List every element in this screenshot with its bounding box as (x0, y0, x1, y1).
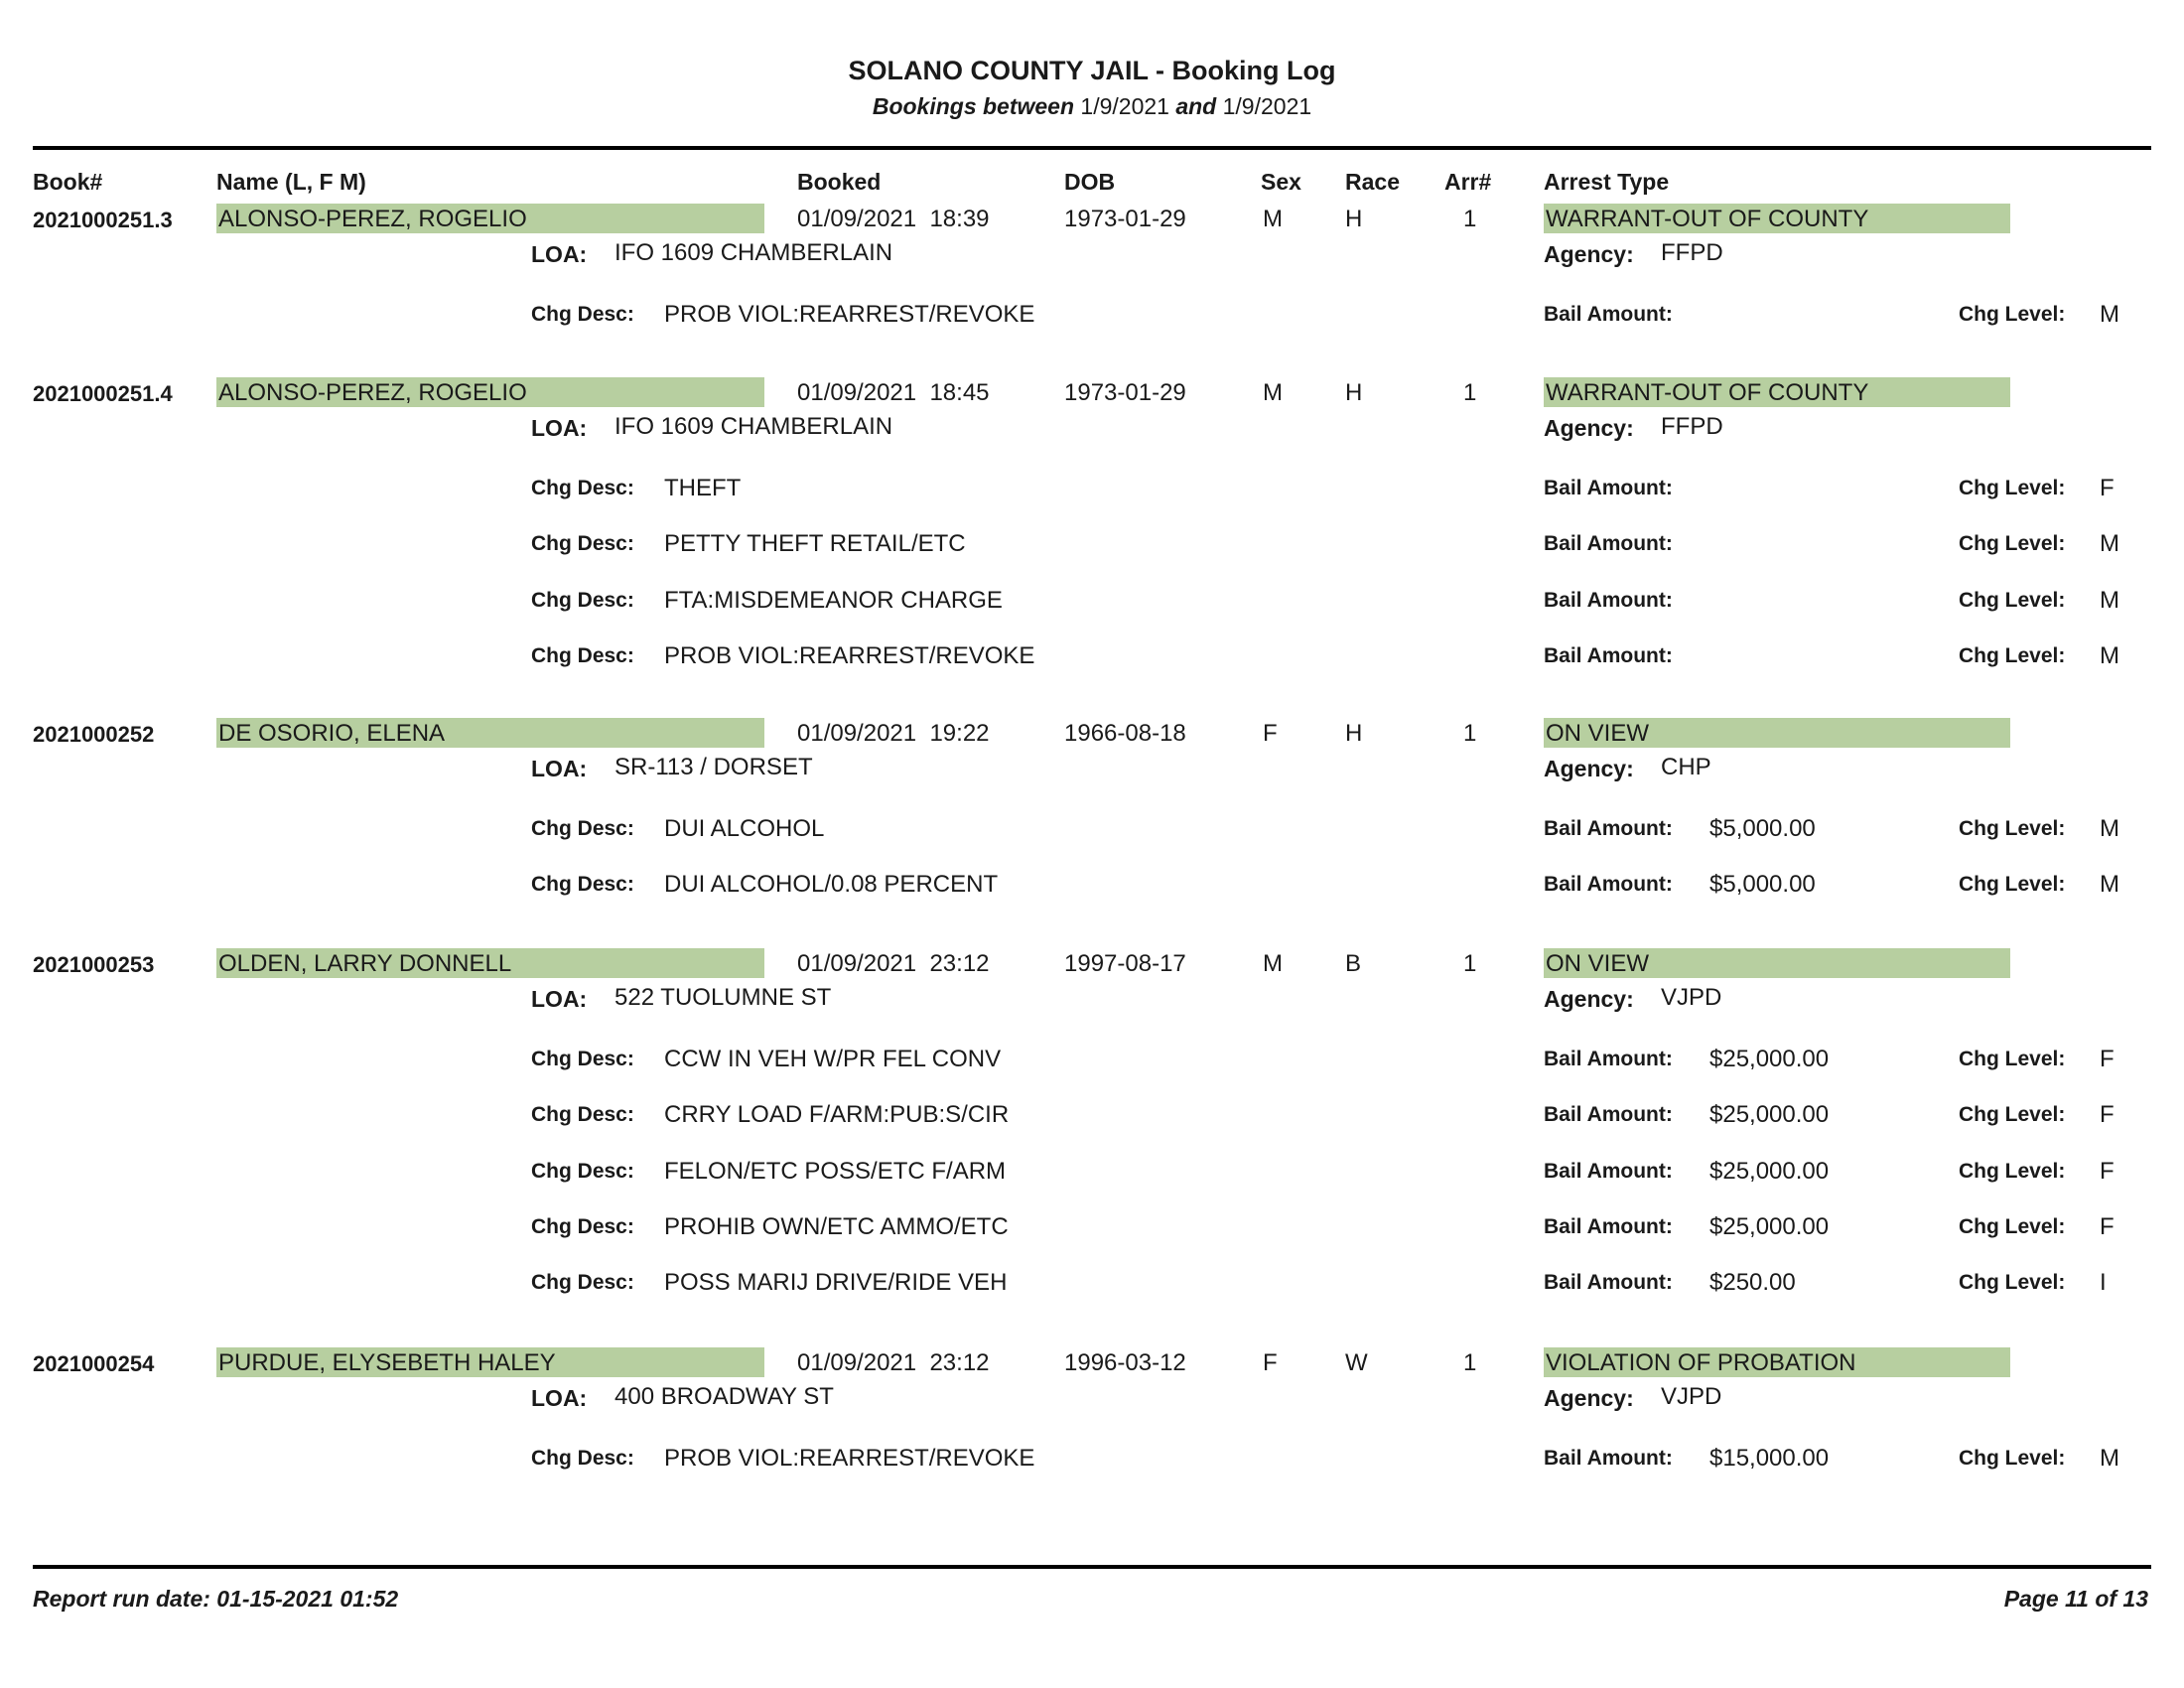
charge-level: F (2100, 1101, 2115, 1128)
bail-amount-label: Bail Amount: (1544, 1160, 1673, 1183)
chg-level-label: Chg Level: (1959, 1048, 2066, 1070)
booking-record (0, 377, 2184, 669)
charge-level: M (2100, 530, 2119, 557)
chg-desc-label: Chg Desc: (531, 1215, 634, 1238)
chg-level-label: Chg Level: (1959, 589, 2066, 612)
bail-amount-label: Bail Amount: (1544, 532, 1673, 555)
loa-value: IFO 1609 CHAMBERLAIN (614, 239, 893, 266)
booked-datetime: 01/09/2021 23:12 (797, 1349, 990, 1376)
charge-description: PROHIB OWN/ETC AMMO/ETC (664, 1213, 1009, 1240)
column-header-name: Name (L, F M) (216, 169, 366, 195)
arrest-number: 1 (1463, 720, 1477, 747)
charge-level: M (2100, 871, 2119, 898)
chg-level-label: Chg Level: (1959, 477, 2066, 499)
race: W (1345, 1349, 1368, 1376)
bail-amount-label: Bail Amount: (1544, 1048, 1673, 1070)
chg-desc-label: Chg Desc: (531, 644, 634, 667)
booking-record (0, 204, 2184, 328)
dob: 1973-01-29 (1064, 379, 1186, 406)
bail-amount-label: Bail Amount: (1544, 303, 1673, 326)
loa-value: 400 BROADWAY ST (614, 1383, 834, 1410)
agency-value: CHP (1661, 754, 1711, 780)
charge-level: M (2100, 642, 2119, 669)
dob: 1997-08-17 (1064, 950, 1186, 977)
charge-description: PROB VIOL:REARREST/REVOKE (664, 301, 1035, 328)
chg-desc-label: Chg Desc: (531, 1271, 634, 1294)
inmate-name: PURDUE, ELYSEBETH HALEY (216, 1347, 764, 1377)
arrest-type: VIOLATION OF PROBATION (1544, 1347, 2010, 1377)
charge-level: M (2100, 1445, 2119, 1472)
bail-amount-label: Bail Amount: (1544, 817, 1673, 840)
chg-level-label: Chg Level: (1959, 532, 2066, 555)
column-header-dob: DOB (1064, 169, 1116, 195)
agency-value: VJPD (1661, 984, 1722, 1011)
chg-desc-label: Chg Desc: (531, 532, 634, 555)
sex: M (1263, 379, 1283, 406)
bail-amount: $25,000.00 (1709, 1213, 1830, 1240)
bail-amount: $5,000.00 (1709, 871, 1816, 898)
column-header-arr: Arr# (1444, 169, 1492, 195)
subtitle-prefix: Bookings between (872, 93, 1075, 119)
chg-level-label: Chg Level: (1959, 1447, 2066, 1470)
charge-description: DUI ALCOHOL/0.08 PERCENT (664, 871, 999, 898)
agency-value: FFPD (1661, 239, 1723, 266)
report-subtitle (0, 93, 2184, 120)
agency-label: Agency: (1544, 1385, 1634, 1411)
column-header-sex: Sex (1261, 169, 1301, 195)
agency-label: Agency: (1544, 415, 1634, 441)
loa-value: SR-113 / DORSET (614, 754, 813, 780)
charge-level: F (2100, 1046, 2115, 1072)
charge-description: THEFT (664, 475, 742, 501)
charge-level: I (2100, 1269, 2107, 1296)
bail-amount-label: Bail Amount: (1544, 1103, 1673, 1126)
sex: F (1263, 720, 1278, 747)
booking-record (0, 948, 2184, 1296)
chg-level-label: Chg Level: (1959, 1103, 2066, 1126)
book-number: 2021000251.3 (33, 208, 173, 232)
book-number: 2021000251.4 (33, 381, 173, 406)
bail-amount-label: Bail Amount: (1544, 873, 1673, 896)
inmate-name: OLDEN, LARRY DONNELL (216, 948, 764, 978)
page-number: Page 11 of 13 (2003, 1586, 2148, 1612)
bail-amount-label: Bail Amount: (1544, 644, 1673, 667)
chg-desc-label: Chg Desc: (531, 303, 634, 326)
arrest-type: ON VIEW (1544, 718, 2010, 748)
arrest-type: WARRANT-OUT OF COUNTY (1544, 204, 2010, 233)
charge-description: DUI ALCOHOL (664, 815, 825, 842)
charge-description: PROB VIOL:REARREST/REVOKE (664, 1445, 1035, 1472)
loa-value: IFO 1609 CHAMBERLAIN (614, 413, 893, 440)
charge-description: CCW IN VEH W/PR FEL CONV (664, 1046, 1002, 1072)
column-header-arrest-type: Arrest Type (1544, 169, 1670, 195)
column-header-booked: Booked (797, 169, 882, 195)
header-divider (33, 146, 2151, 150)
bail-amount: $25,000.00 (1709, 1101, 1830, 1128)
race: H (1345, 379, 1363, 406)
charge-description: FTA:MISDEMEANOR CHARGE (664, 587, 1003, 614)
loa-label: LOA: (531, 241, 588, 267)
charge-description: CRRY LOAD F/ARM:PUB:S/CIR (664, 1101, 1010, 1128)
sex: F (1263, 1349, 1278, 1376)
chg-level-label: Chg Level: (1959, 644, 2066, 667)
subtitle-and: and (1175, 93, 1217, 119)
loa-label: LOA: (531, 756, 588, 781)
charge-level: M (2100, 587, 2119, 614)
loa-value: 522 TUOLUMNE ST (614, 984, 832, 1011)
bail-amount: $25,000.00 (1709, 1046, 1830, 1072)
booked-datetime: 01/09/2021 18:39 (797, 206, 990, 232)
book-number: 2021000254 (33, 1351, 155, 1376)
race: H (1345, 206, 1363, 232)
chg-level-label: Chg Level: (1959, 1271, 2066, 1294)
arrest-number: 1 (1463, 1349, 1477, 1376)
bail-amount: $5,000.00 (1709, 815, 1816, 842)
charge-description: POSS MARIJ DRIVE/RIDE VEH (664, 1269, 1008, 1296)
chg-level-label: Chg Level: (1959, 1160, 2066, 1183)
dob: 1973-01-29 (1064, 206, 1186, 232)
booked-datetime: 01/09/2021 23:12 (797, 950, 990, 977)
agency-label: Agency: (1544, 756, 1634, 781)
charge-description: PETTY THEFT RETAIL/ETC (664, 530, 966, 557)
bail-amount-label: Bail Amount: (1544, 1447, 1673, 1470)
footer-divider (33, 1565, 2151, 1569)
charge-level: M (2100, 301, 2119, 328)
charge-level: F (2100, 1213, 2115, 1240)
inmate-name: DE OSORIO, ELENA (216, 718, 764, 748)
charge-level: F (2100, 475, 2115, 501)
chg-desc-label: Chg Desc: (531, 873, 634, 896)
book-number: 2021000253 (33, 952, 155, 977)
bail-amount-label: Bail Amount: (1544, 1215, 1673, 1238)
agency-label: Agency: (1544, 986, 1634, 1012)
chg-desc-label: Chg Desc: (531, 1447, 634, 1470)
booked-datetime: 01/09/2021 18:45 (797, 379, 990, 406)
booked-datetime: 01/09/2021 19:22 (797, 720, 990, 747)
chg-level-label: Chg Level: (1959, 817, 2066, 840)
bail-amount: $25,000.00 (1709, 1158, 1830, 1185)
dob: 1966-08-18 (1064, 720, 1186, 747)
booking-record (0, 718, 2184, 898)
column-header-book: Book# (33, 169, 103, 195)
chg-level-label: Chg Level: (1959, 303, 2066, 326)
sex: M (1263, 950, 1283, 977)
bail-amount-label: Bail Amount: (1544, 1271, 1673, 1294)
arrest-number: 1 (1463, 379, 1477, 406)
chg-desc-label: Chg Desc: (531, 477, 634, 499)
bail-amount: $250.00 (1709, 1269, 1796, 1296)
chg-desc-label: Chg Desc: (531, 1160, 634, 1183)
bail-amount: $15,000.00 (1709, 1445, 1830, 1472)
report-run-date: Report run date: 01-15-2021 01:52 (33, 1586, 399, 1612)
chg-desc-label: Chg Desc: (531, 817, 634, 840)
arrest-type: ON VIEW (1544, 948, 2010, 978)
arrest-number: 1 (1463, 206, 1477, 232)
arrest-type: WARRANT-OUT OF COUNTY (1544, 377, 2010, 407)
agency-value: FFPD (1661, 413, 1723, 440)
chg-level-label: Chg Level: (1959, 1215, 2066, 1238)
subtitle-start-date: 1/9/2021 (1080, 93, 1169, 119)
race: H (1345, 720, 1363, 747)
sex: M (1263, 206, 1283, 232)
charge-level: F (2100, 1158, 2115, 1185)
report-title: SOLANO COUNTY JAIL - Booking Log (848, 56, 1336, 85)
bail-amount-label: Bail Amount: (1544, 589, 1673, 612)
agency-value: VJPD (1661, 1383, 1722, 1410)
chg-desc-label: Chg Desc: (531, 589, 634, 612)
inmate-name: ALONSO-PEREZ, ROGELIO (216, 377, 764, 407)
chg-desc-label: Chg Desc: (531, 1103, 634, 1126)
chg-level-label: Chg Level: (1959, 873, 2066, 896)
loa-label: LOA: (531, 986, 588, 1012)
agency-label: Agency: (1544, 241, 1634, 267)
arrest-number: 1 (1463, 950, 1477, 977)
bail-amount-label: Bail Amount: (1544, 477, 1673, 499)
charge-level: M (2100, 815, 2119, 842)
book-number: 2021000252 (33, 722, 155, 747)
charge-description: PROB VIOL:REARREST/REVOKE (664, 642, 1035, 669)
chg-desc-label: Chg Desc: (531, 1048, 634, 1070)
column-header-race: Race (1345, 169, 1400, 195)
race: B (1345, 950, 1362, 977)
loa-label: LOA: (531, 1385, 588, 1411)
booking-record (0, 1347, 2184, 1472)
inmate-name: ALONSO-PEREZ, ROGELIO (216, 204, 764, 233)
dob: 1996-03-12 (1064, 1349, 1186, 1376)
subtitle-end-date: 1/9/2021 (1222, 93, 1312, 119)
charge-description: FELON/ETC POSS/ETC F/ARM (664, 1158, 1007, 1185)
loa-label: LOA: (531, 415, 588, 441)
